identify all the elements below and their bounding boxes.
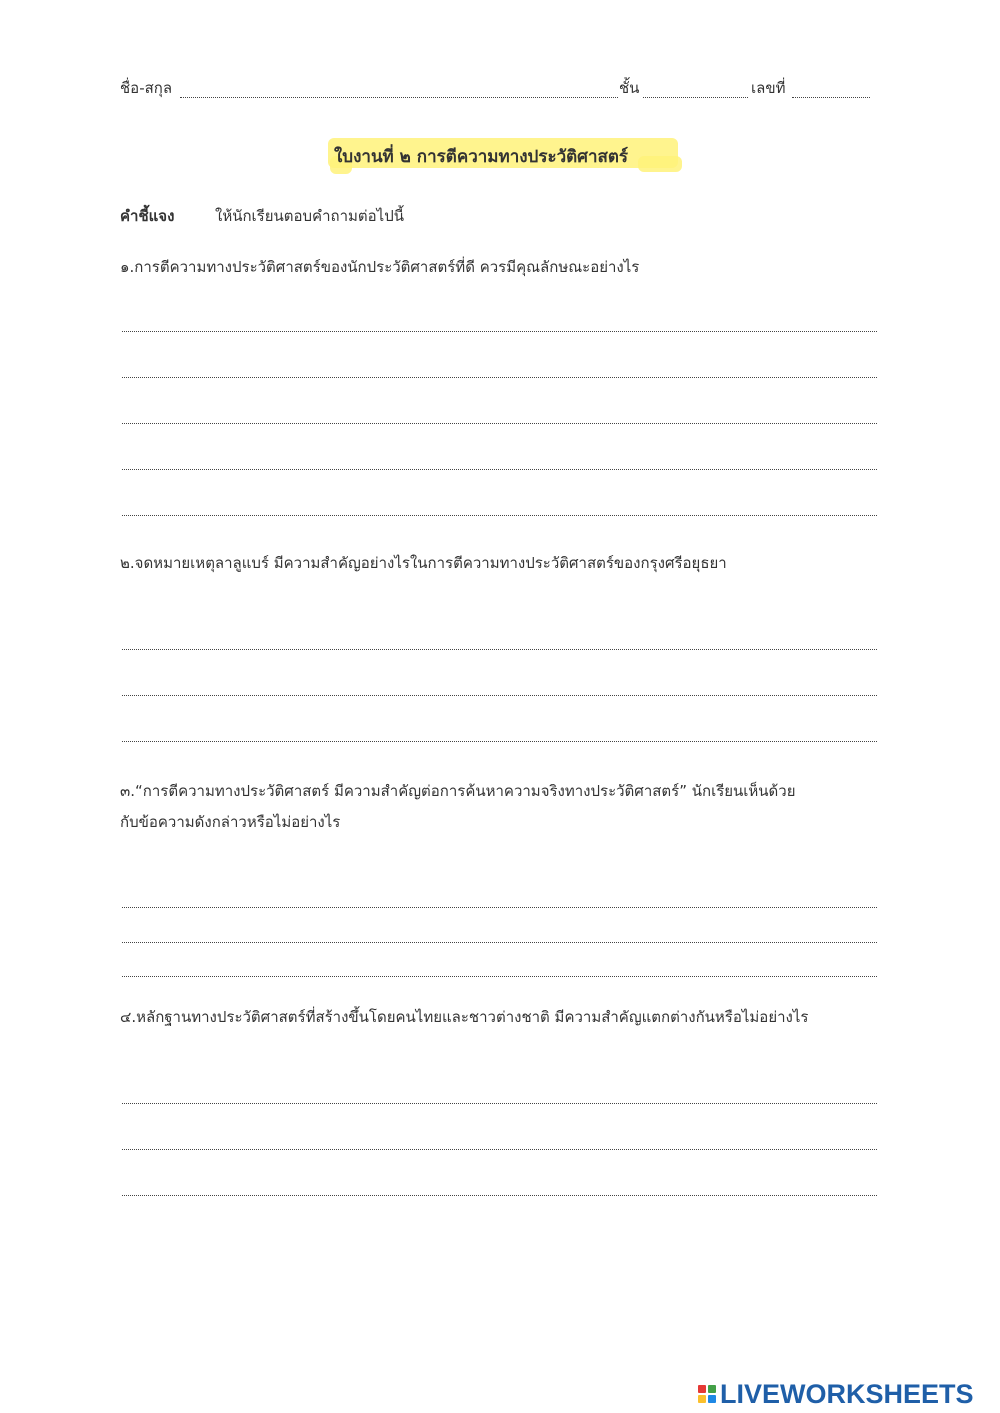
answer-line-q1-3[interactable]	[122, 423, 877, 424]
answer-line-q1-2[interactable]	[122, 377, 877, 378]
number-label: เลขที่	[751, 79, 786, 97]
liveworksheets-logo-text: LIVEWORKSHEETS	[720, 1378, 974, 1409]
title-highlight-mark-right	[638, 156, 682, 172]
answer-line-q3-3[interactable]	[122, 976, 877, 977]
answer-line-q3-1[interactable]	[122, 907, 877, 908]
name-field[interactable]	[180, 77, 618, 98]
logo-square-blue	[708, 1395, 716, 1403]
name-label: ชื่อ-สกุล	[120, 79, 173, 97]
answer-line-q1-1[interactable]	[122, 331, 877, 332]
answer-line-q1-5[interactable]	[122, 515, 877, 516]
question-2: ๒.จดหมายเหตุลาลูแบร์ มีความสำคัญอย่างไรในการตีความทางประวัติศาสตร์ของกรุงศรีอยุธยา	[120, 554, 727, 572]
liveworksheets-logo-icon	[698, 1385, 716, 1403]
class-field[interactable]	[643, 77, 748, 98]
answer-line-q3-2[interactable]	[122, 942, 877, 943]
answer-line-q1-4[interactable]	[122, 469, 877, 470]
question-3-line-2: กับข้อความดังกล่าวหรือไม่อย่างไร	[120, 813, 341, 831]
liveworksheets-logo	[698, 1376, 974, 1412]
answer-line-q4-3[interactable]	[122, 1195, 877, 1196]
number-field[interactable]	[792, 77, 870, 98]
instructions-label: คำชี้แจง	[120, 207, 175, 225]
answer-line-q4-2[interactable]	[122, 1149, 877, 1150]
answer-line-q2-2[interactable]	[122, 695, 877, 696]
answer-line-q2-3[interactable]	[122, 741, 877, 742]
worksheet-title-block	[320, 134, 690, 176]
worksheet-title: ใบงานที่ ๒ การตีความทางประวัติศาสตร์	[334, 147, 629, 167]
question-1: ๑.การตีความทางประวัติศาสตร์ของนักประวัติศาสตร์ที่ดี ควรมีคุณลักษณะอย่างไร	[120, 258, 640, 276]
instructions-text: ให้นักเรียนตอบคำถามต่อไปนี้	[215, 207, 404, 225]
logo-square-red	[698, 1385, 706, 1393]
answer-line-q2-1[interactable]	[122, 649, 877, 650]
question-4: ๔.หลักฐานทางประวัติศาสตร์ที่สร้างขึ้นโดยคนไทยและชาวต่างชาติ มีความสำคัญแตกต่างกันหรือไม่อย่างไร	[120, 1008, 809, 1026]
logo-square-yellow	[698, 1395, 706, 1403]
class-label: ชั้น	[619, 79, 640, 97]
logo-square-green	[708, 1385, 716, 1393]
question-3-line-1: ๓.“การตีความทางประวัติศาสตร์ มีความสำคัญต่อการค้นหาความจริงทางประวัติศาสตร์” นักเรียนเห็นด้วย	[120, 782, 796, 800]
answer-line-q4-1[interactable]	[122, 1103, 877, 1104]
